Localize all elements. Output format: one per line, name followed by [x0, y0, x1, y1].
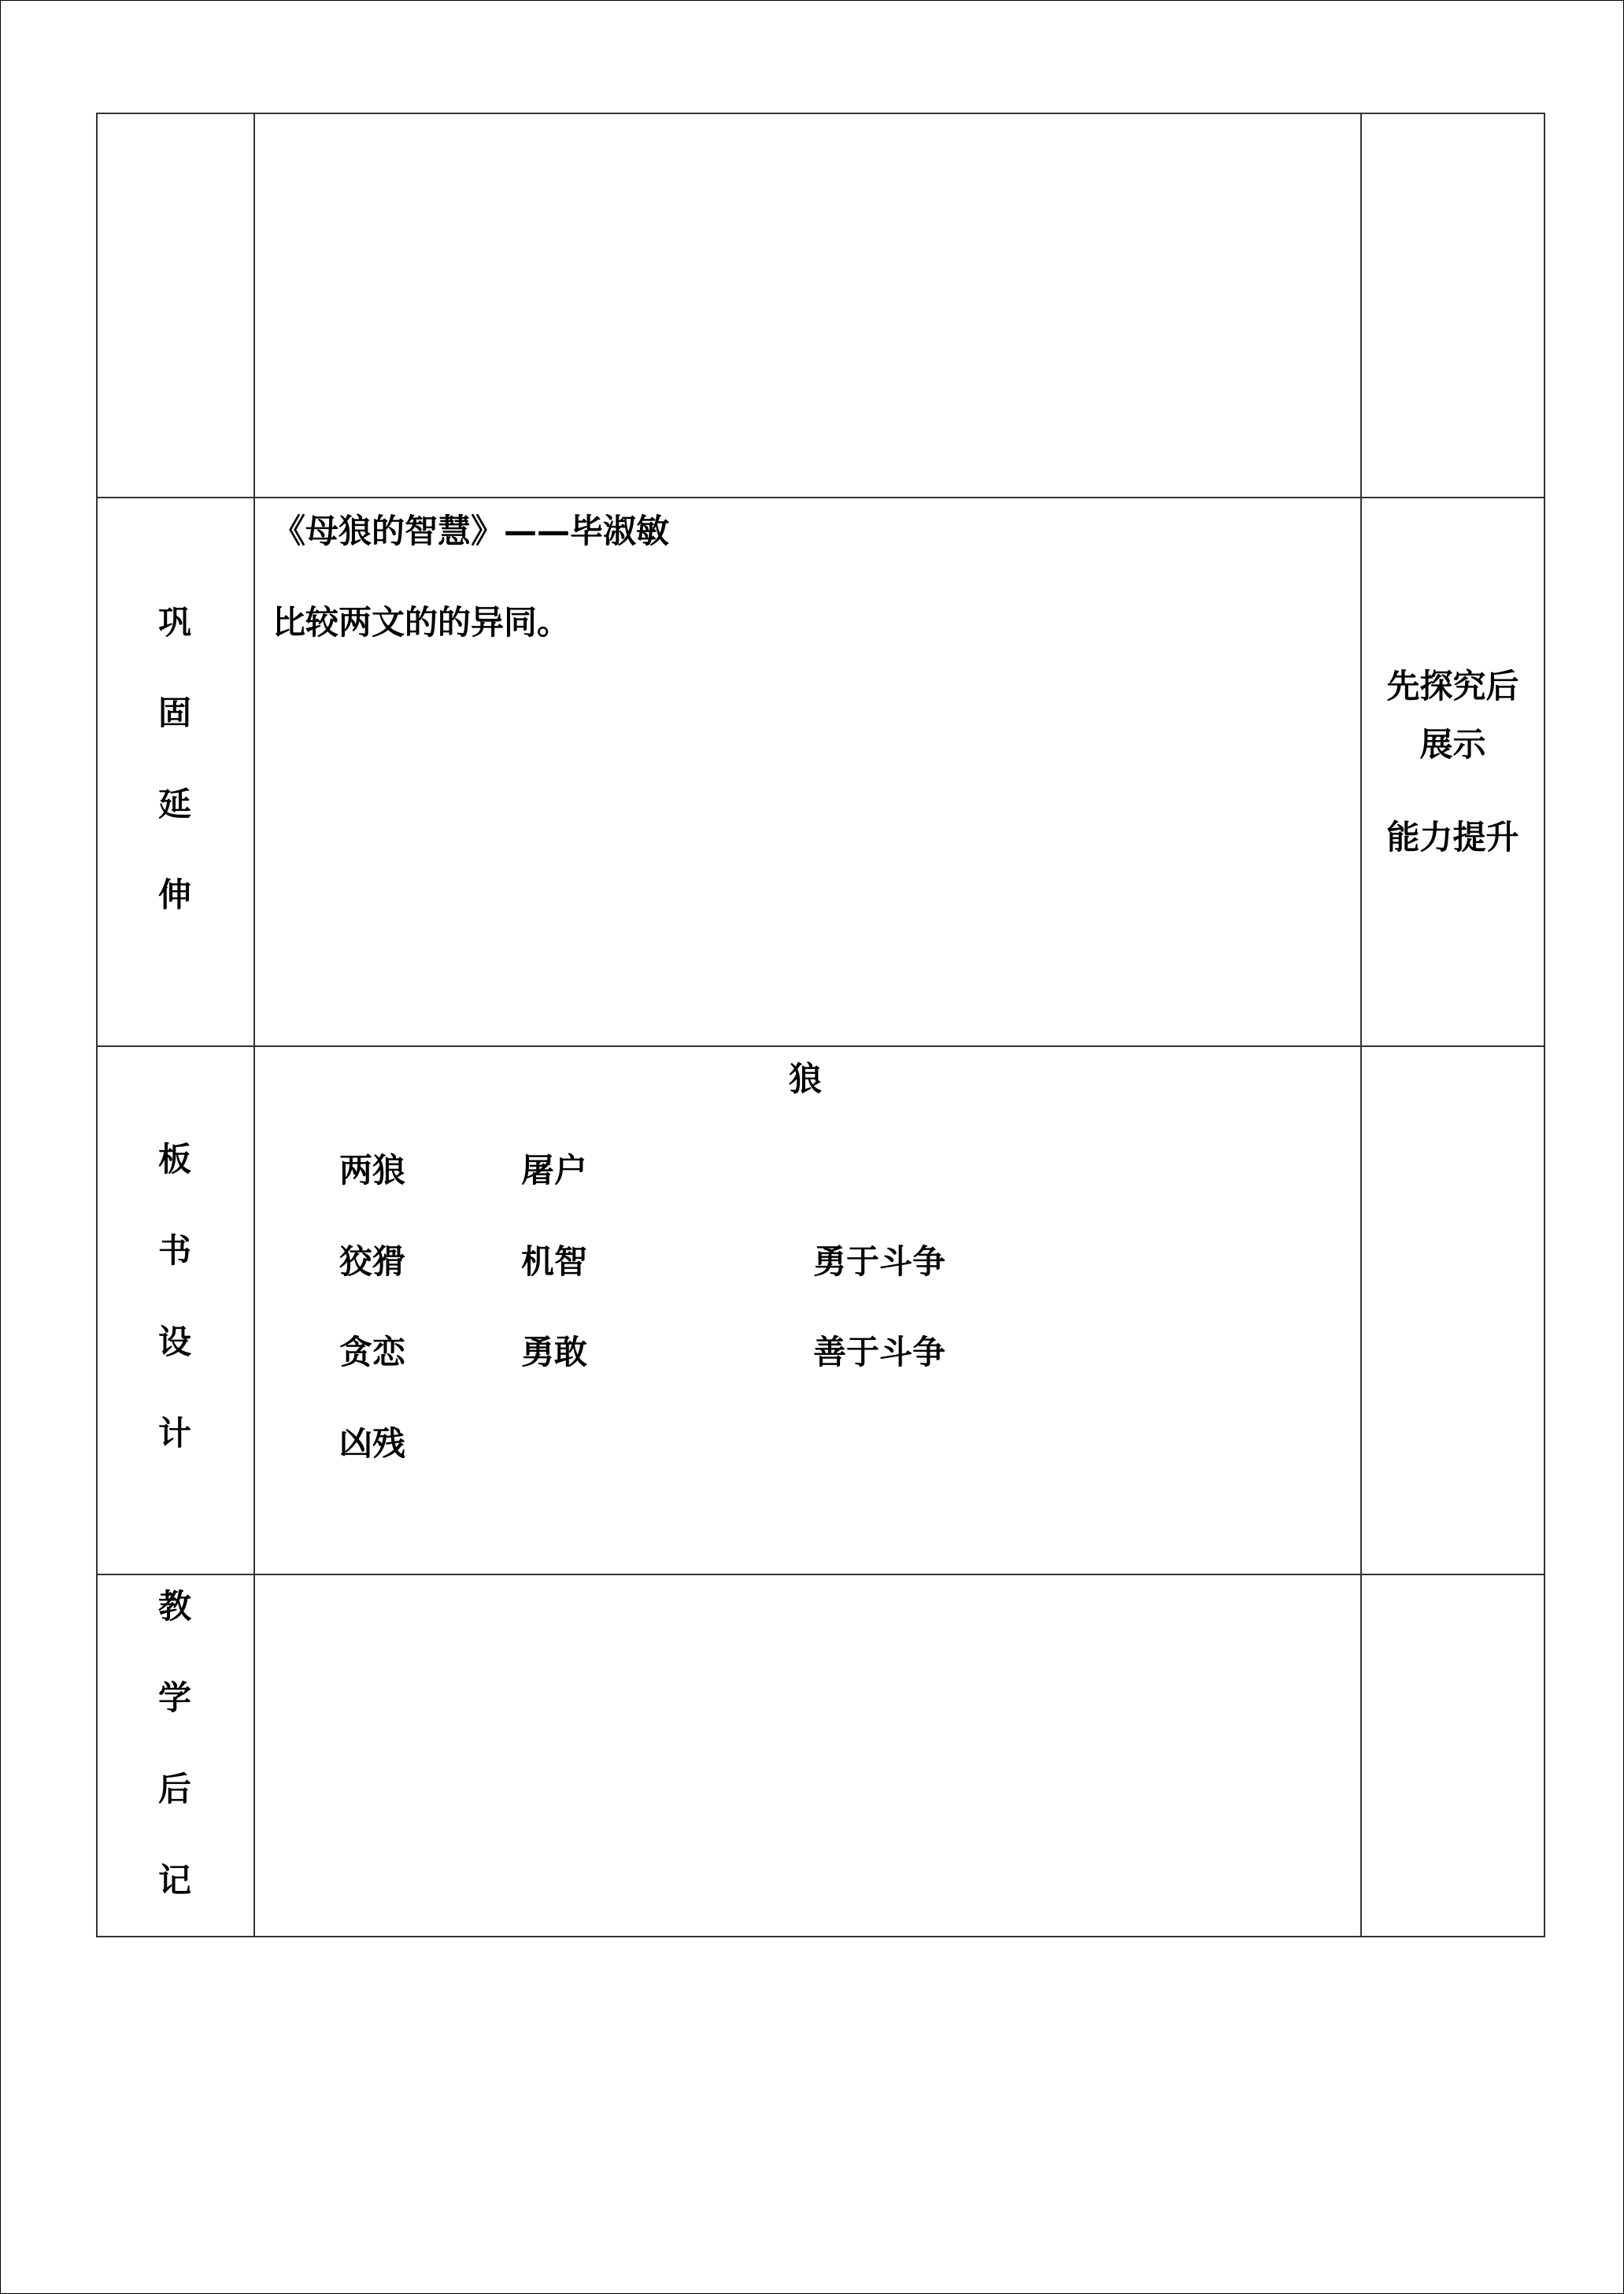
- board-label-char: 板: [157, 1140, 191, 1178]
- reflection-label-char: 学: [157, 1678, 191, 1717]
- board-cell: 两狼: [339, 1151, 406, 1190]
- board-cell: 善于斗争: [813, 1333, 946, 1371]
- board-cell: 贪恋: [339, 1333, 406, 1371]
- row-divider-1: [98, 497, 1544, 498]
- column-divider-1: [253, 114, 255, 1936]
- consolidate-text-task: 比较两文的的异同。: [272, 603, 571, 642]
- board-cell: 机智: [521, 1242, 588, 1281]
- board-cell: 凶残: [339, 1424, 406, 1463]
- board-cell: 屠户: [521, 1151, 588, 1190]
- board-title: 狼: [789, 1060, 823, 1098]
- consolidate-label-char: 延: [157, 785, 191, 823]
- column-divider-2: [1360, 114, 1362, 1936]
- board-label-char: 设: [157, 1323, 191, 1361]
- board-label-char: 书: [157, 1231, 191, 1270]
- consolidate-note-1-line2: 展示: [1419, 725, 1486, 764]
- board-cell: 勇敢: [521, 1333, 588, 1371]
- consolidate-note-2: 能力提升: [1386, 818, 1519, 857]
- reflection-label-char: 后: [157, 1770, 191, 1808]
- reflection-label-char: 教: [157, 1587, 191, 1626]
- lesson-table: [96, 113, 1545, 1937]
- consolidate-note-1-line1: 先探究后: [1386, 667, 1519, 705]
- row-divider-2: [98, 1045, 1544, 1047]
- board-cell: 勇于斗争: [813, 1242, 946, 1281]
- reflection-label-char: 记: [157, 1861, 191, 1900]
- board-cell: 狡猾: [339, 1242, 406, 1281]
- row-divider-3: [98, 1574, 1544, 1575]
- consolidate-text-title: 《母狼的智慧》——毕淑敏: [272, 512, 670, 550]
- consolidate-label-char: 巩: [157, 603, 191, 642]
- consolidate-label-char: 伸: [157, 875, 191, 914]
- board-label-char: 计: [157, 1414, 191, 1452]
- consolidate-label-char: 固: [157, 694, 191, 732]
